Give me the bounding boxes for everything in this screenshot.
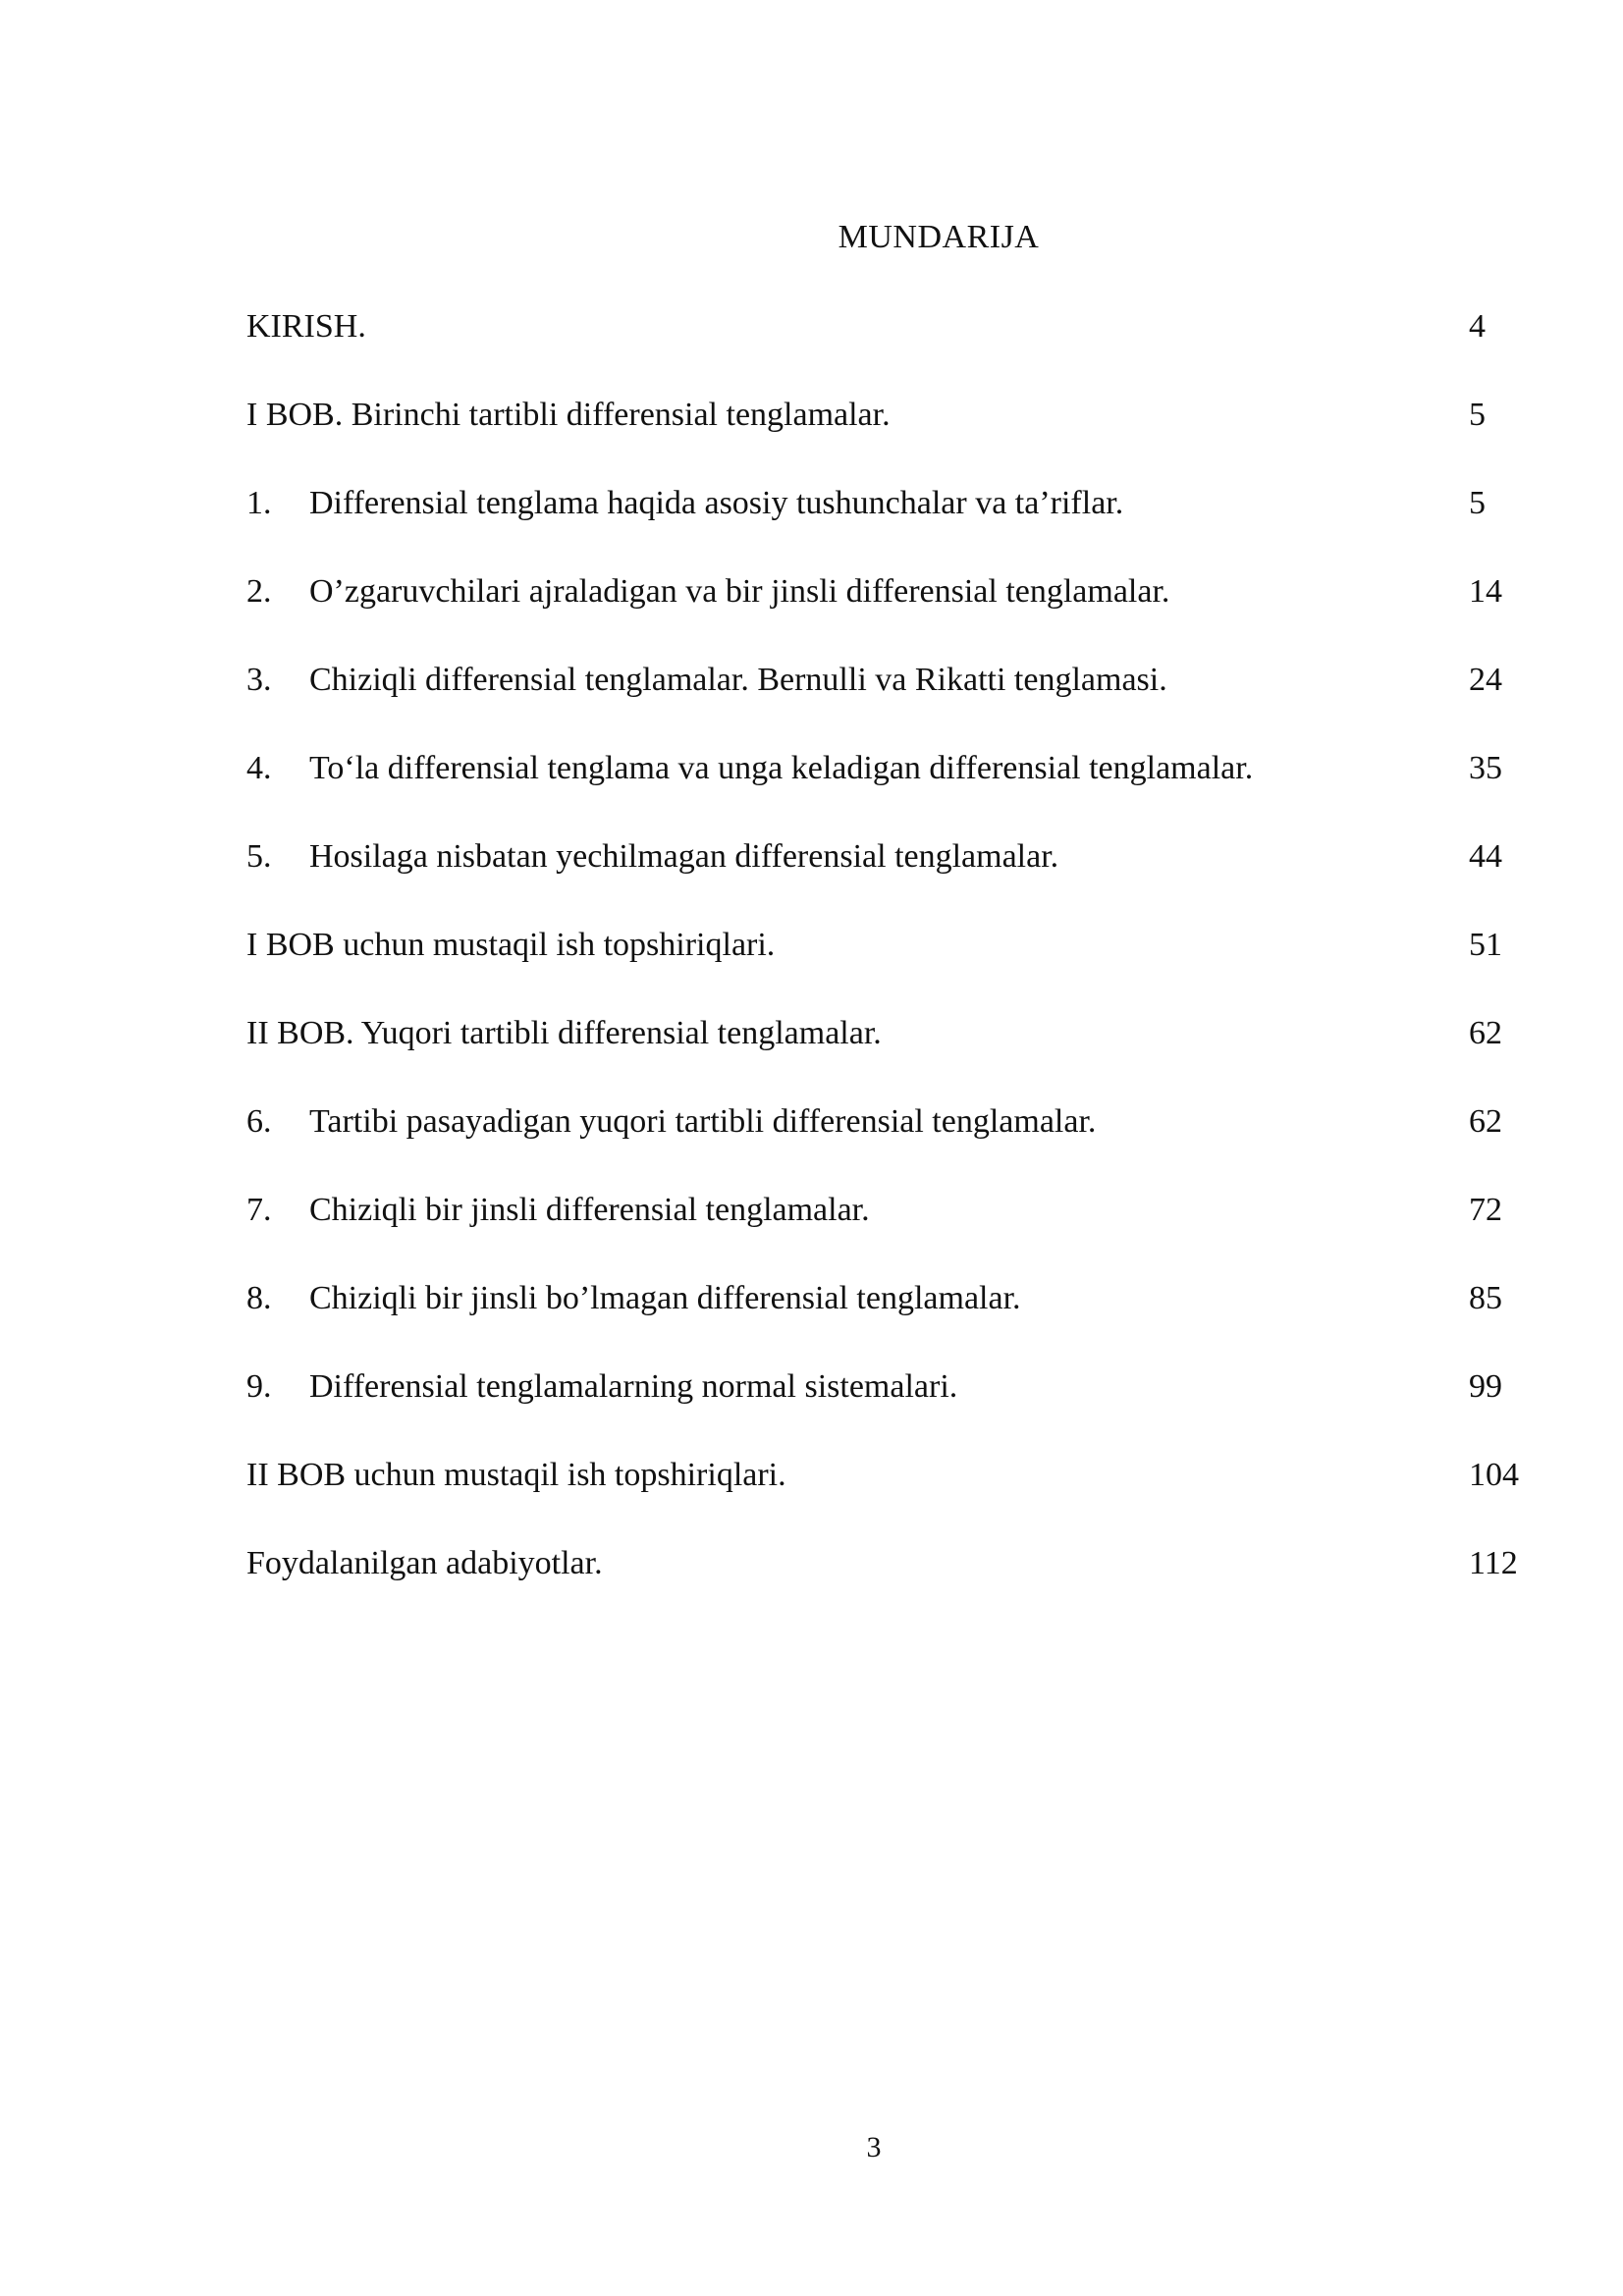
toc-entry-page: 104 (1469, 1457, 1519, 1493)
toc-entry-number: 5. (246, 838, 272, 875)
toc-entry-title: Chiziqli bir jinsli bo’lmagan differensial tenglamalar. (309, 1280, 1021, 1316)
toc-entry-page: 35 (1469, 750, 1502, 786)
toc-entry-title: I BOB uchun mustaqil ish topshiriqlari. (246, 927, 776, 963)
toc-entry-number: 1. (246, 485, 272, 521)
toc-entry-chapter-2-tasks (246, 1456, 1533, 1544)
toc-entry-title: Differensial tenglama haqida asosiy tushunchalar va ta’riflar. (309, 485, 1124, 521)
page-number: 3 (866, 2131, 882, 2163)
toc-entry-section-1 (246, 484, 1533, 572)
toc-entry-title: To‘la differensial tenglama va unga keladigan differensial tenglamalar. (309, 750, 1254, 786)
toc-entry-number: 4. (246, 750, 272, 786)
toc-entry-number: 7. (246, 1192, 272, 1228)
toc-entry-number: 6. (246, 1103, 272, 1140)
toc-entry-page: 4 (1469, 308, 1486, 345)
toc-entry-chapter-2 (246, 1014, 1533, 1102)
toc-entry-title: Chiziqli differensial tenglamalar. Bernulli va Rikatti tenglamasi. (309, 662, 1167, 698)
toc-entry-number: 8. (246, 1280, 272, 1316)
toc-entry-title: I BOB. Birinchi tartibli differensial tenglamalar. (246, 397, 891, 433)
toc-entry-title: II BOB uchun mustaqil ish topshiriqlari. (246, 1457, 786, 1493)
toc-entry-number: 3. (246, 662, 272, 698)
toc-entry-page: 62 (1469, 1015, 1502, 1051)
toc-entry-page: 72 (1469, 1192, 1502, 1228)
toc-entry-title: Chiziqli bir jinsli differensial tenglamalar. (309, 1192, 870, 1228)
toc-entry-page: 5 (1469, 485, 1486, 521)
toc-entry-chapter-1-tasks (246, 926, 1533, 1014)
toc-entry-page: 44 (1469, 838, 1502, 875)
toc-entry-title: II BOB. Yuqori tartibli differensial tenglamalar. (246, 1015, 882, 1051)
toc-entry-page: 5 (1469, 397, 1486, 433)
toc-entry-section-4 (246, 749, 1533, 837)
toc-entry-title: Differensial tenglamalarning normal sistemalari. (309, 1368, 958, 1405)
toc-entry-number: 2. (246, 573, 272, 610)
toc-entry-section-8 (246, 1279, 1533, 1367)
toc-entry-section-2 (246, 572, 1533, 661)
toc-entry-section-9 (246, 1367, 1533, 1456)
toc-entry-kirish (246, 307, 1533, 396)
toc-entry-page: 62 (1469, 1103, 1502, 1140)
toc-entry-section-3 (246, 661, 1533, 749)
toc-entry-title: O’zgaruvchilari ajraladigan va bir jinsli differensial tenglamalar. (309, 573, 1170, 610)
toc-entry-title: Hosilaga nisbatan yechilmagan differensial tenglamalar. (309, 838, 1059, 875)
toc-entry-page: 99 (1469, 1368, 1502, 1405)
page-title: MUNDARIJA (838, 219, 1040, 255)
toc-entry-page: 112 (1469, 1545, 1518, 1581)
toc-entry-references (246, 1544, 1533, 1632)
toc-entry-title: Tartibi pasayadigan yuqori tartibli differensial tenglamalar. (309, 1103, 1097, 1140)
toc-entry-page: 14 (1469, 573, 1502, 610)
toc-entry-page: 24 (1469, 662, 1502, 698)
toc-entry-page: 85 (1469, 1280, 1502, 1316)
toc-entry-number: 9. (246, 1368, 272, 1405)
toc-entry-section-5 (246, 837, 1533, 926)
toc-entry-section-6 (246, 1102, 1533, 1191)
toc-entry-title: Foydalanilgan adabiyotlar. (246, 1545, 603, 1581)
toc-entry-title: KIRISH. (246, 308, 366, 345)
toc-entry-section-7 (246, 1191, 1533, 1279)
table-of-contents (246, 307, 1533, 1632)
toc-entry-page: 51 (1469, 927, 1502, 963)
toc-entry-chapter-1 (246, 396, 1533, 484)
